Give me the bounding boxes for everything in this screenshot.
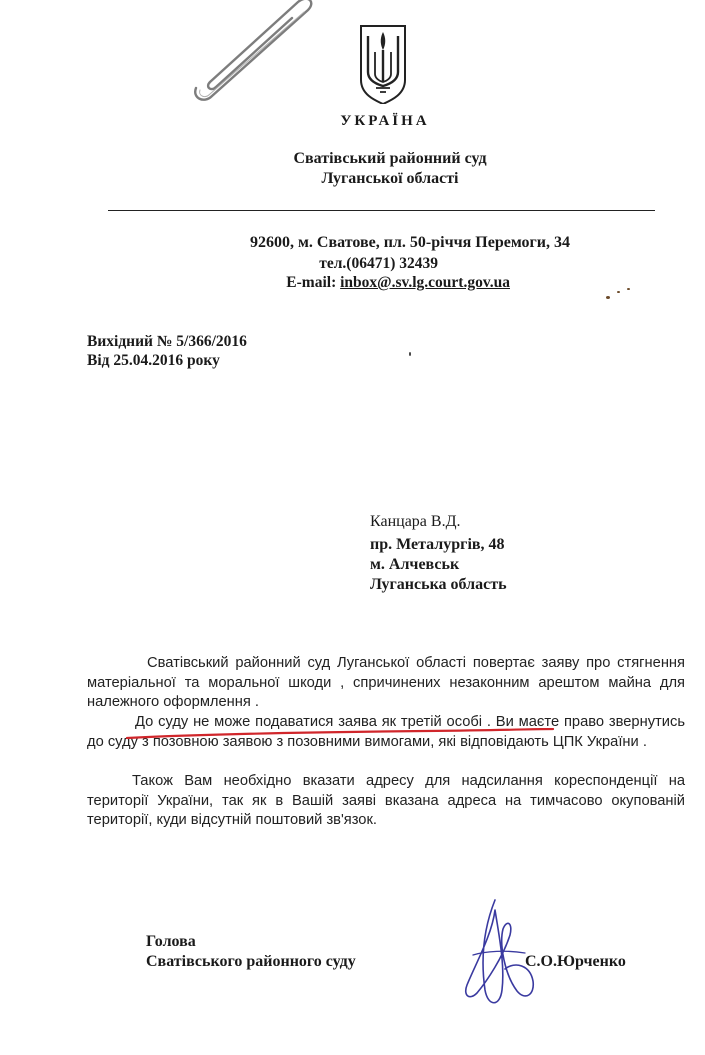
- scan-speck: [617, 291, 620, 293]
- body-paragraph-3: Також Вам необхідно вказати адресу для надсилання кореспонденції на території України, так як в Вашій заяві вказана адреса на тимчасово окупованій території, куди відсутній поштовий зв'язок.: [87, 773, 685, 828]
- court-email-link[interactable]: inbox@.sv.lg.court.gov.ua: [340, 274, 510, 291]
- scan-speck: [627, 288, 630, 290]
- court-region: Луганської області: [321, 170, 459, 187]
- red-underline-mark: [125, 728, 555, 740]
- scan-speck: [606, 296, 610, 299]
- scan-speck: [409, 352, 411, 356]
- body-paragraph-1: Сватівський районний суд Луганської області повертає заяву про стягнення матеріальної та моральної шкоди , спричинених незаконним арештом майна для належного оформлення .: [87, 655, 685, 710]
- outgoing-date: Від 25.04.2016 року: [87, 352, 220, 369]
- country-name: УКРАЇНА: [340, 113, 430, 129]
- handwritten-signature: [455, 895, 540, 1020]
- email-label: E-mail:: [286, 274, 337, 291]
- court-email-line: [160, 274, 510, 292]
- recipient-street: пр. Металургів, 48: [370, 536, 505, 553]
- coat-of-arms-icon: [358, 24, 408, 104]
- outgoing-number: Вихідний № 5/366/2016: [87, 333, 247, 350]
- signatory-organization: Сватівського районного суду: [146, 953, 356, 970]
- signatory-title: Голова: [146, 933, 196, 950]
- paperclip-icon: [190, 0, 320, 105]
- court-phone: тел.(06471) 32439: [319, 255, 438, 272]
- header-divider: [108, 210, 655, 211]
- recipient-region: Луганська область: [370, 576, 507, 593]
- court-name: Сватівський районний суд: [293, 150, 487, 167]
- recipient-name: Канцара В.Д.: [370, 513, 461, 530]
- body-paragraph-2: До суду не може подаватися заява як третій особі . Ви маєте право звернутись до суду з позовною заявою з позовними вимогами, які відповідають ЦПК України .: [87, 714, 685, 750]
- court-address: 92600, м. Сватове, пл. 50-річчя Перемоги, 34: [250, 234, 570, 251]
- signatory-name: С.О.Юрченко: [525, 953, 626, 970]
- recipient-city: м. Алчевськ: [370, 556, 460, 573]
